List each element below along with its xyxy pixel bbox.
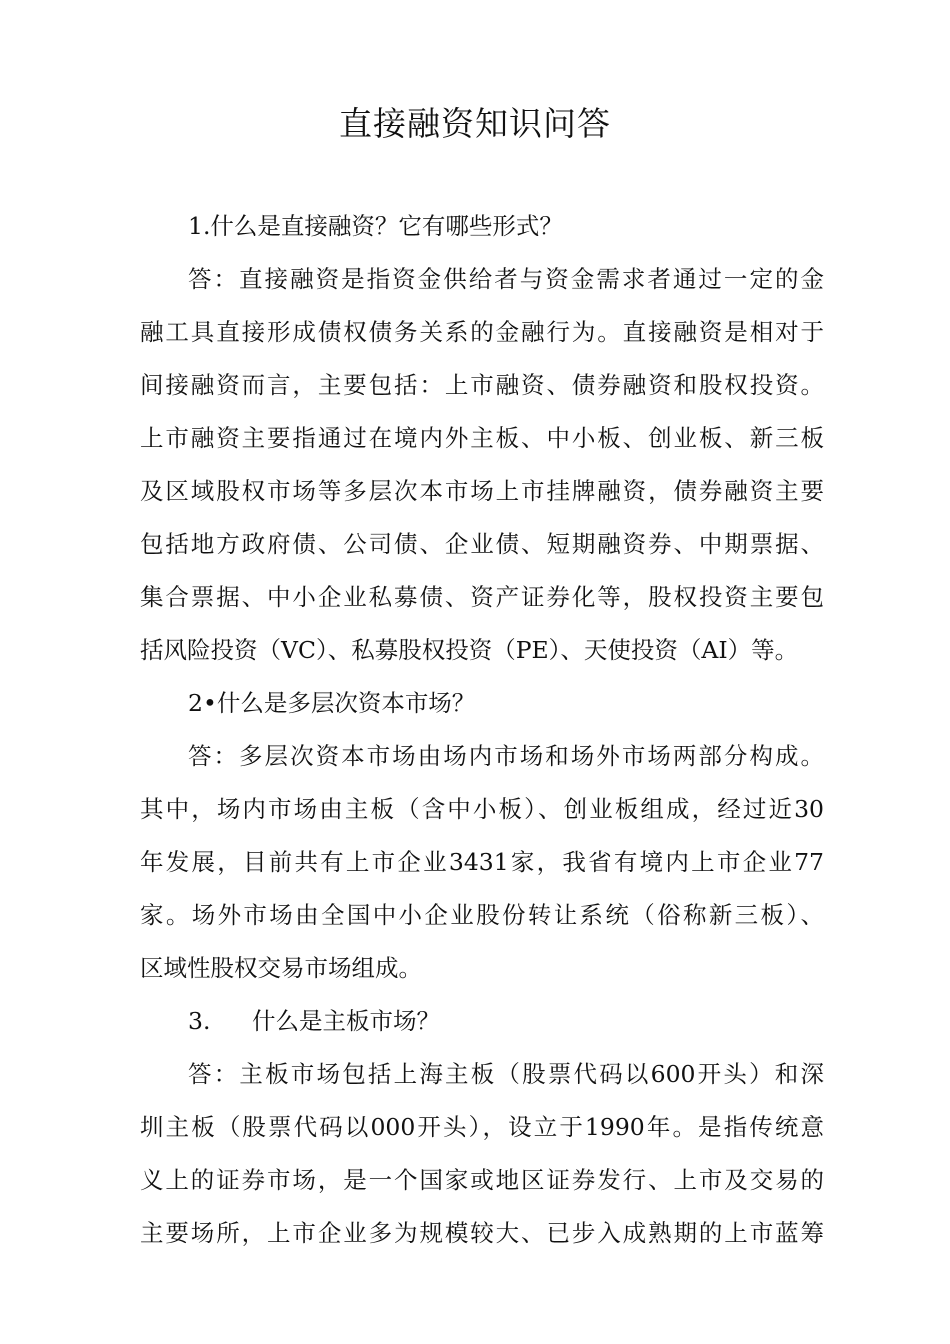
question-1: 1.什么是直接融资？它有哪些形式？ <box>188 212 563 240</box>
question-3-text: 什么是主板市场？ <box>252 1007 440 1035</box>
answer-3-line: 圳主板（股票代码以000开头），设立于1990年。是指传统意 <box>140 1113 824 1141</box>
question-3 <box>140 995 824 1048</box>
answer-1-line: 集合票据、中小企业私募债、资产证券化等，股权投资主要包 <box>140 583 824 611</box>
answer-1-line: 融工具直接形成债权债务关系的金融行为。直接融资是相对于 <box>140 318 824 346</box>
question-3-number: 3. <box>188 1007 211 1035</box>
answer-2-line: 答：多层次资本市场由场内市场和场外市场两部分构成。 <box>188 742 824 770</box>
answer-3-line: 主要场所，上市企业多为规模较大、已步入成熟期的上市蓝筹 <box>140 1219 824 1247</box>
answer-1-line: 间接融资而言，主要包括：上市融资、债券融资和股权投资。 <box>140 371 824 399</box>
answer-1-line: 括风险投资（VC）、私募股权投资（PE）、天使投资（AI）等。 <box>140 636 799 664</box>
document-title: 直接融资知识问答 <box>339 104 611 143</box>
answer-3-line: 答：主板市场包括上海主板（股票代码以600开头）和深 <box>188 1060 824 1088</box>
answer-2-line: 区域性股权交易市场组成。 <box>140 954 422 982</box>
document-body <box>140 200 824 1260</box>
answer-3-line: 义上的证券市场，是一个国家或地区证券发行、上市及交易的 <box>140 1166 824 1194</box>
answer-1-line: 上市融资主要指通过在境内外主板、中小板、创业板、新三板 <box>140 424 824 452</box>
answer-1-line: 及区域股权市场等多层次本市场上市挂牌融资，债券融资主要 <box>140 477 824 505</box>
answer-2-line: 其中，场内市场由主板（含中小板）、创业板组成，经过近30 <box>140 795 824 823</box>
answer-1-line: 包括地方政府债、公司债、企业债、短期融资券、中期票据、 <box>140 530 824 558</box>
answer-2-line: 家。场外市场由全国中小企业股份转让系统（俗称新三板）、 <box>140 901 824 929</box>
answer-2-line: 年发展，目前共有上市企业3431家，我省有境内上市企业77 <box>140 848 824 876</box>
question-2: 2•什么是多层次资本市场？ <box>188 689 476 717</box>
answer-1-line: 答：直接融资是指资金供给者与资金需求者通过一定的金 <box>188 265 824 293</box>
